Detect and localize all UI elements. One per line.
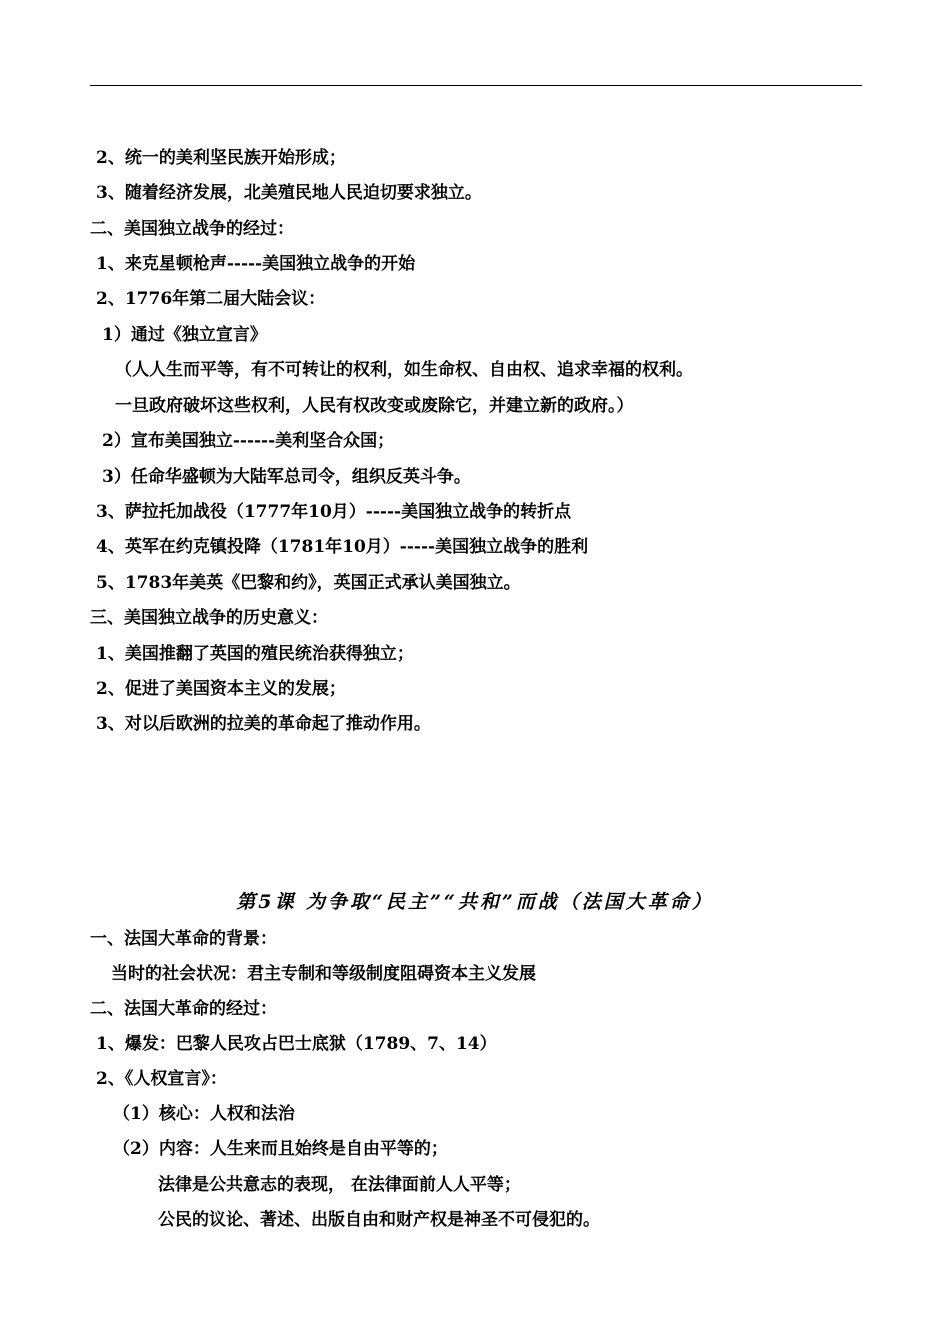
course-item-3: 3、萨拉托加战役（1777年10月）-----美国独立战争的转折点	[96, 502, 572, 522]
rights-sub-1: （1）核心：人权和法治	[113, 1104, 295, 1124]
course-item-4: 4、英军在约克镇投降（1781年10月）-----美国独立战争的胜利	[96, 537, 589, 557]
section-heading-revolution-course: 二、法国大革命的经过：	[90, 999, 277, 1019]
background-text: 当时的社会状况：君主专制和等级制度阻碍资本主义发展	[111, 964, 536, 984]
course-sub-1: 1）通过《独立宣言》	[102, 325, 267, 345]
significance-item-3: 3、对以后欧洲的拉美的革命起了推动作用。	[96, 714, 431, 734]
course-item-5: 5、1783年美英《巴黎和约》，英国正式承认美国独立。	[96, 573, 521, 593]
cause-item-2: 2、统一的美利坚民族开始形成；	[96, 148, 346, 168]
course-sub-3: 3）任命华盛顿为大陆军总司令，组织反英斗争。	[102, 467, 471, 487]
section-heading-significance: 三、美国独立战争的历史意义：	[90, 608, 328, 628]
course-sub-2: 2）宣布美国独立------美利坚合众国；	[102, 431, 395, 451]
section-heading-background: 一、法国大革命的背景：	[90, 929, 277, 949]
rights-content-2: 法律是公共意志的表现， 在法律面前人人平等；	[158, 1175, 521, 1195]
significance-item-1: 1、美国推翻了英国的殖民统治获得独立；	[96, 644, 414, 664]
significance-item-2: 2、促进了美国资本主义的发展；	[96, 679, 346, 699]
cause-item-3: 3、随着经济发展，北美殖民地人民迫切要求独立。	[96, 183, 482, 203]
course-item-2: 2、1776年第二届大陆会议：	[96, 289, 326, 309]
rights-sub-2: （2）内容：人生来而且始终是自由平等的；	[113, 1139, 448, 1159]
course-item-1: 1、来克星顿枪声-----美国独立战争的开始	[96, 254, 416, 274]
declaration-quote-line-1: （人人生而平等，有不可转让的权利，如生命权、自由权、追求幸福的权利。	[115, 360, 693, 380]
rights-content-3: 公民的议论、著述、出版自由和财产权是神圣不可侵犯的。	[158, 1210, 600, 1230]
lesson-title: 第5课 为争取“民主”“共和”而战（法国大革命）	[236, 891, 714, 913]
revolution-item-2: 2、《人权宣言》：	[96, 1069, 227, 1089]
section-heading-course: 二、美国独立战争的经过：	[90, 219, 294, 239]
revolution-item-1: 1、爆发：巴黎人民攻占巴士底狱（1789、7、14）	[96, 1034, 497, 1054]
header-rule	[90, 85, 862, 86]
declaration-quote-line-2: 一旦政府破坏这些权利，人民有权改变或废除它，并建立新的政府。）	[115, 396, 634, 416]
